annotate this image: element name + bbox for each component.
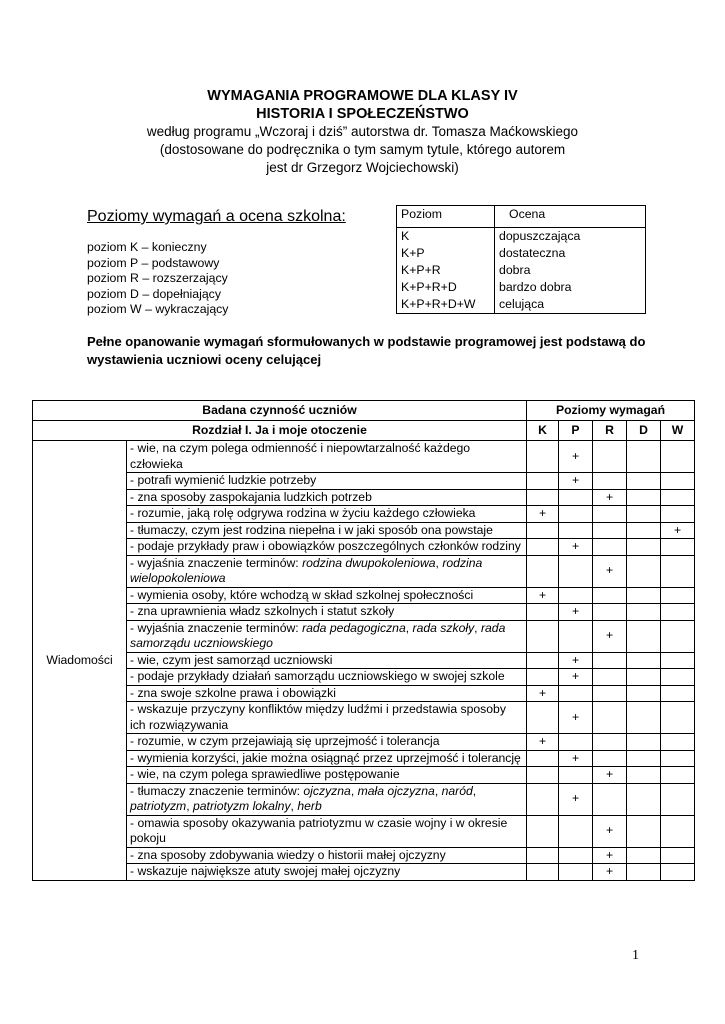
requirement-text: - rozumie, w czym przejawiają się uprzejmość i tolerancja bbox=[127, 734, 527, 751]
level-mark-w: + bbox=[661, 522, 695, 539]
table-row bbox=[33, 815, 695, 847]
level-mark-d bbox=[627, 864, 661, 881]
level-mark-k bbox=[527, 473, 559, 490]
level-mark-r bbox=[593, 685, 627, 702]
level-mark-r: + bbox=[593, 864, 627, 881]
level-mark-d bbox=[627, 539, 661, 556]
level-mark-r bbox=[593, 652, 627, 669]
grade-level: K+P+R+D bbox=[401, 280, 457, 294]
level-mark-d bbox=[627, 441, 661, 473]
doc-subject: HISTORIA I SPOŁECZEŃSTWO bbox=[256, 106, 469, 122]
level-mark-w bbox=[661, 555, 695, 587]
table-header-row bbox=[33, 401, 695, 421]
level-mark-p: + bbox=[559, 783, 593, 815]
requirement-text: - podaje przykłady praw i obowiązków poszczególnych członków rodziny bbox=[127, 539, 527, 556]
table-row bbox=[33, 652, 695, 669]
level-mark-w bbox=[661, 783, 695, 815]
level-mark-p: + bbox=[559, 604, 593, 621]
level-mark-r: + bbox=[593, 767, 627, 784]
table-row bbox=[33, 702, 695, 734]
level-mark-d bbox=[627, 473, 661, 490]
level-mark-d bbox=[627, 555, 661, 587]
level-mark-d bbox=[627, 669, 661, 686]
level-mark-k bbox=[527, 489, 559, 506]
requirement-text: - wyjaśnia znaczenie terminów: rada pedagogiczna, rada szkoły, rada samorządu uczniowskiego bbox=[127, 620, 527, 652]
grade-name: dopuszczająca bbox=[499, 229, 581, 243]
requirement-text: - tłumaczy, czym jest rodzina niepełna i w jaki sposób ona powstaje bbox=[127, 522, 527, 539]
level-mark-p: + bbox=[559, 702, 593, 734]
table-row bbox=[33, 685, 695, 702]
level-mark-p: + bbox=[559, 669, 593, 686]
table-row bbox=[33, 864, 695, 881]
level-mark-d bbox=[627, 620, 661, 652]
level-mark-d bbox=[627, 815, 661, 847]
table-row bbox=[33, 506, 695, 523]
level-mark-w bbox=[661, 441, 695, 473]
table-row bbox=[33, 620, 695, 652]
level-mark-k bbox=[527, 815, 559, 847]
level-mark-r: + bbox=[593, 620, 627, 652]
table-row bbox=[33, 734, 695, 751]
level-mark-r bbox=[593, 587, 627, 604]
level-mark-p bbox=[559, 847, 593, 864]
grade-name: dobra bbox=[499, 263, 531, 277]
levels-list bbox=[87, 240, 228, 318]
level-col-k: K bbox=[527, 421, 559, 441]
level-mark-w bbox=[661, 620, 695, 652]
table-row bbox=[33, 489, 695, 506]
subtitle-line: według programu „Wczoraj i dziś” autorstwa dr. Tomasza Maćkowskiego bbox=[146, 124, 579, 139]
table-row bbox=[33, 522, 695, 539]
requirement-text: - wie, czym jest samorząd uczniowski bbox=[127, 652, 527, 669]
level-mark-p bbox=[559, 767, 593, 784]
level-mark-w bbox=[661, 750, 695, 767]
levels-title: Poziomy wymagań a ocena szkolna: bbox=[87, 208, 346, 225]
grades-header-row bbox=[397, 206, 646, 228]
requirement-text: - zna sposoby zaspokajania ludzkich potrzeb bbox=[127, 489, 527, 506]
level-mark-w bbox=[661, 587, 695, 604]
level-mark-w bbox=[661, 864, 695, 881]
level-mark-k: + bbox=[527, 587, 559, 604]
level-mark-k bbox=[527, 539, 559, 556]
level-mark-w bbox=[661, 473, 695, 490]
level-mark-p: + bbox=[559, 539, 593, 556]
level-mark-r bbox=[593, 473, 627, 490]
level-mark-r bbox=[593, 441, 627, 473]
level-mark-p bbox=[559, 815, 593, 847]
level-col-d: D bbox=[627, 421, 661, 441]
level-mark-p bbox=[559, 685, 593, 702]
table-row bbox=[33, 587, 695, 604]
level-mark-k: + bbox=[527, 506, 559, 523]
requirement-text: - wie, na czym polega odmienność i niepowtarzalność każdego człowieka bbox=[127, 441, 527, 473]
table-row bbox=[33, 555, 695, 587]
requirement-text: - potrafi wymienić ludzkie potrzeby bbox=[127, 473, 527, 490]
level-mark-p bbox=[559, 587, 593, 604]
level-mark-p bbox=[559, 522, 593, 539]
section-header-row bbox=[33, 421, 695, 441]
level-mark-w bbox=[661, 847, 695, 864]
level-mark-r bbox=[593, 750, 627, 767]
requirement-text: - wskazuje największe atuty swojej małej ojczyzny bbox=[127, 864, 527, 881]
level-col-w: W bbox=[661, 421, 695, 441]
level-mark-p: + bbox=[559, 441, 593, 473]
table-row bbox=[33, 539, 695, 556]
level-mark-d bbox=[627, 750, 661, 767]
header-activity: Badana czynność uczniów bbox=[33, 401, 527, 421]
level-mark-k bbox=[527, 652, 559, 669]
level-mark-p bbox=[559, 489, 593, 506]
level-item: poziom P – podstawowy bbox=[87, 255, 220, 270]
grade-name: dostateczna bbox=[499, 246, 566, 260]
level-mark-r: + bbox=[593, 555, 627, 587]
level-mark-r bbox=[593, 506, 627, 523]
level-mark-k bbox=[527, 750, 559, 767]
level-mark-k bbox=[527, 522, 559, 539]
level-mark-w bbox=[661, 685, 695, 702]
header-levels: Poziomy wymagań bbox=[527, 401, 695, 421]
level-mark-r: + bbox=[593, 489, 627, 506]
note-text: Pełne opanowanie wymagań sformułowanych w podstawie programowej jest podstawą do wystawienia uczniowi oceny celującej bbox=[87, 334, 646, 367]
level-mark-d bbox=[627, 783, 661, 815]
level-mark-d bbox=[627, 506, 661, 523]
level-mark-r: + bbox=[593, 847, 627, 864]
grade-name: bardzo dobra bbox=[499, 280, 572, 294]
requirements-table bbox=[32, 400, 695, 881]
requirement-text: - wyjaśnia znaczenie terminów: rodzina dwupokoleniowa, rodzina wielopokoleniowa bbox=[127, 555, 527, 587]
grades-table bbox=[396, 205, 646, 314]
level-mark-r bbox=[593, 734, 627, 751]
level-mark-r bbox=[593, 783, 627, 815]
grades-header-grade: Ocena bbox=[495, 206, 646, 228]
level-mark-d bbox=[627, 685, 661, 702]
level-mark-k: + bbox=[527, 685, 559, 702]
level-mark-d bbox=[627, 847, 661, 864]
level-mark-d bbox=[627, 652, 661, 669]
level-mark-p: + bbox=[559, 750, 593, 767]
level-mark-k bbox=[527, 767, 559, 784]
grade-level: K+P+R+D+W bbox=[401, 297, 476, 311]
grade-level: K bbox=[401, 229, 410, 243]
requirement-text: - zna swoje szkolne prawa i obowiązki bbox=[127, 685, 527, 702]
level-mark-r bbox=[593, 522, 627, 539]
level-item: poziom D – dopełniający bbox=[87, 286, 221, 301]
level-mark-d bbox=[627, 734, 661, 751]
category-cell: Wiadomości bbox=[33, 441, 127, 881]
level-mark-k bbox=[527, 620, 559, 652]
requirement-text: - omawia sposoby okazywania patriotyzmu w czasie wojny i w okresie pokoju bbox=[127, 815, 527, 847]
page-number: 1 bbox=[632, 948, 639, 963]
table-row bbox=[33, 847, 695, 864]
level-mark-d bbox=[627, 702, 661, 734]
level-mark-k bbox=[527, 702, 559, 734]
level-mark-k bbox=[527, 669, 559, 686]
level-item: poziom K – konieczny bbox=[87, 240, 207, 254]
table-row bbox=[33, 669, 695, 686]
level-mark-k bbox=[527, 555, 559, 587]
grades-header-level: Poziom bbox=[397, 206, 495, 228]
grades-body-row bbox=[397, 228, 646, 314]
grade-level: K+P bbox=[401, 246, 425, 260]
level-mark-p bbox=[559, 734, 593, 751]
requirement-text: - rozumie, jaką rolę odgrywa rodzina w życiu każdego człowieka bbox=[127, 506, 527, 523]
level-mark-r bbox=[593, 604, 627, 621]
level-mark-w bbox=[661, 767, 695, 784]
level-mark-w bbox=[661, 652, 695, 669]
doc-subtitle bbox=[0, 123, 725, 177]
level-mark-w bbox=[661, 489, 695, 506]
doc-title: WYMAGANIA PROGRAMOWE DLA KLASY IV bbox=[207, 88, 518, 104]
level-mark-k bbox=[527, 441, 559, 473]
level-mark-r: + bbox=[593, 815, 627, 847]
level-mark-w bbox=[661, 734, 695, 751]
level-mark-p bbox=[559, 620, 593, 652]
requirement-text: - wymienia osoby, które wchodzą w skład szkolnej społeczności bbox=[127, 587, 527, 604]
requirement-text: - wie, na czym polega sprawiedliwe postępowanie bbox=[127, 767, 527, 784]
level-mark-p bbox=[559, 555, 593, 587]
level-mark-w bbox=[661, 539, 695, 556]
table-row bbox=[33, 441, 695, 473]
level-mark-w bbox=[661, 815, 695, 847]
level-item: poziom R – rozszerzający bbox=[87, 271, 228, 286]
level-col-p: P bbox=[559, 421, 593, 441]
level-mark-k bbox=[527, 604, 559, 621]
level-mark-k bbox=[527, 864, 559, 881]
level-mark-d bbox=[627, 489, 661, 506]
level-mark-r bbox=[593, 702, 627, 734]
level-mark-k: + bbox=[527, 734, 559, 751]
section-title: Rozdział I. Ja i moje otoczenie bbox=[33, 421, 527, 441]
level-mark-p bbox=[559, 864, 593, 881]
level-mark-d bbox=[627, 604, 661, 621]
requirement-text: - zna uprawnienia władz szkolnych i statut szkoły bbox=[127, 604, 527, 621]
table-row bbox=[33, 767, 695, 784]
subtitle-line: (dostosowane do podręcznika o tym samym tytule, którego autorem bbox=[159, 142, 566, 157]
level-item: poziom W – wykraczający bbox=[87, 302, 229, 317]
grade-name: celująca bbox=[499, 297, 545, 311]
level-mark-d bbox=[627, 767, 661, 784]
subtitle-line: jest dr Grzegorz Wojciechowski) bbox=[266, 160, 459, 175]
level-mark-d bbox=[627, 522, 661, 539]
level-mark-w bbox=[661, 702, 695, 734]
requirement-text: - zna sposoby zdobywania wiedzy o historii małej ojczyzny bbox=[127, 847, 527, 864]
grades-grades-cell bbox=[495, 228, 646, 314]
level-mark-w bbox=[661, 604, 695, 621]
requirement-text: - tłumaczy znaczenie terminów: ojczyzna, mała ojczyzna, naród, patriotyzm, patriotyzm lokalny, herb bbox=[127, 783, 527, 815]
level-mark-k bbox=[527, 783, 559, 815]
requirement-text: - wskazuje przyczyny konfliktów między ludźmi i przedstawia sposoby ich rozwiązywania bbox=[127, 702, 527, 734]
requirement-text: - podaje przykłady działań samorządu uczniowskiego w swojej szkole bbox=[127, 669, 527, 686]
grades-levels-cell bbox=[397, 228, 495, 314]
level-mark-p: + bbox=[559, 473, 593, 490]
table-row bbox=[33, 783, 695, 815]
level-mark-k bbox=[527, 847, 559, 864]
table-row bbox=[33, 750, 695, 767]
level-mark-d bbox=[627, 587, 661, 604]
table-row bbox=[33, 604, 695, 621]
level-mark-r bbox=[593, 539, 627, 556]
level-mark-w bbox=[661, 669, 695, 686]
level-mark-p bbox=[559, 506, 593, 523]
level-col-r: R bbox=[593, 421, 627, 441]
requirement-text: - wymienia korzyści, jakie można osiągnąć przez uprzejmość i tolerancję bbox=[127, 750, 527, 767]
level-mark-r bbox=[593, 669, 627, 686]
level-mark-p: + bbox=[559, 652, 593, 669]
level-mark-w bbox=[661, 506, 695, 523]
table-row bbox=[33, 473, 695, 490]
grade-level: K+P+R bbox=[401, 263, 441, 277]
